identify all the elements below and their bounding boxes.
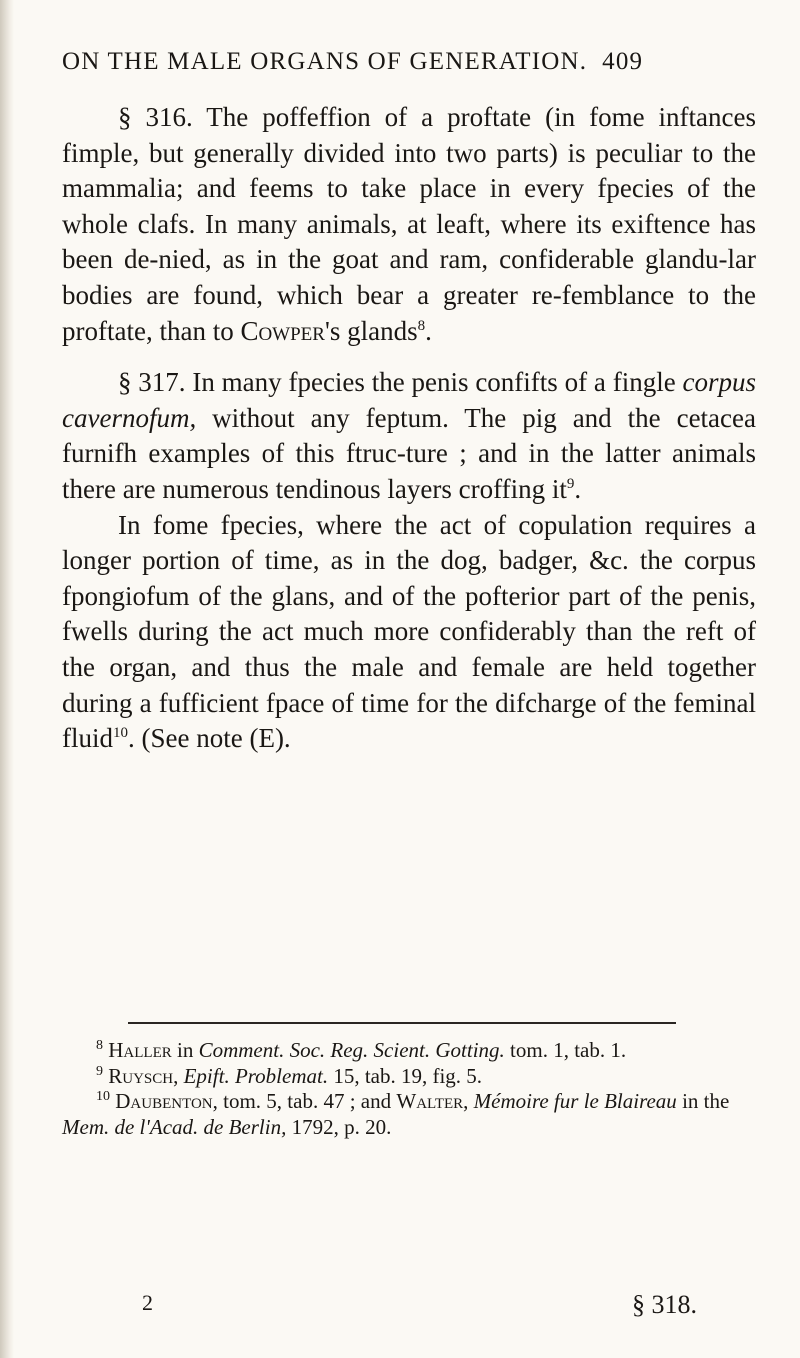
paragraph-text: .: [574, 473, 582, 504]
signature-mark: 2: [142, 1290, 153, 1315]
footnote-number: 10: [96, 1089, 110, 1104]
footnote-author: Daubenton: [115, 1089, 213, 1113]
footnote-text: tom. 1, tab. 1.: [504, 1038, 627, 1062]
footnote-text: ,: [173, 1063, 184, 1088]
body-text: [62, 100, 756, 757]
footnote-9: [62, 1064, 762, 1090]
footnotes: [62, 1038, 762, 1140]
author-name: Cowper: [240, 315, 325, 346]
paragraph-text: The poffeffion of a proftate (in fome inftances fimple, but generally divided into two parts) is peculiar to the mammalia; and feems to take place in every fpecies of the whole clafs. In many animals, at leaft, where its exiftence has been de-nied, as in the goat and ram, confiderable glandu-lar bodies are found, which bear a greater re-femblance to the proftate, than to: [62, 102, 756, 346]
paragraph-text: . (See note (E).: [128, 723, 291, 754]
footnote-rule: [128, 1022, 676, 1024]
footnote-text: , tom. 5, tab. 47 ; and: [212, 1089, 397, 1113]
footnote-author: Walter: [396, 1089, 464, 1113]
paragraph-text: In many fpecies the penis confifts of a fingle: [185, 367, 683, 398]
footnote-number: 8: [96, 1038, 103, 1053]
paragraph-text: .: [425, 315, 432, 346]
footnote-text: in: [171, 1038, 199, 1062]
running-title: MALE ORGANS OF GENERATION.: [167, 48, 588, 75]
footnote-8: [62, 1038, 762, 1064]
footnote-title: Epift. Problemat.: [183, 1063, 329, 1088]
note-ref: 9: [566, 475, 575, 492]
paragraph-text: without any feptum. The pig and the cetacea furnifh examples of this ftruc-ture ; and in the latter animals there are numerous tendinous layers croffing it: [62, 402, 756, 504]
paragraph-text: 's glands: [324, 315, 418, 346]
note-ref: 8: [417, 317, 426, 334]
paragraph-317: [62, 365, 756, 507]
footnote-title: Mémoire fur le Blaireau: [473, 1089, 677, 1113]
footnote-title: Comment. Soc. Reg. Scient. Gotting.: [198, 1038, 505, 1062]
footnote-author: Ruysch: [108, 1063, 174, 1088]
catchword: § 318.: [632, 1290, 697, 1319]
footnote-title: Mem. de l'Acad. de Berlin,: [62, 1114, 287, 1139]
latin-term: corpus cavernofum,: [62, 367, 756, 433]
running-title-prefix: ON THE: [62, 48, 168, 75]
footnote-text: in the: [676, 1089, 730, 1113]
running-head: [62, 48, 762, 76]
section-mark: § 316.: [118, 102, 193, 132]
footnote-10: [62, 1089, 762, 1140]
gutter-shadow: [0, 0, 14, 1358]
footnote-author: Haller: [108, 1038, 172, 1062]
paragraph-316: [62, 100, 756, 349]
page-number: 409: [602, 48, 644, 75]
paragraph-text: In fome fpecies, where the act of copulation requires a longer portion of time, as in the dog, badger, &c. the corpus fpongiofum of the glans, and of the pofterior part of the penis, fwells during the act much more confiderably than the reft of the organ, and thus the male and female are held together during a fufficient fpace of time for the difcharge of the feminal fluid: [62, 509, 756, 754]
footnote-text: 1792, p. 20.: [286, 1114, 392, 1139]
footnote-text: ,: [463, 1089, 474, 1113]
paragraph-copulation: [62, 508, 756, 757]
footnote-text: 15, tab. 19, fig. 5.: [328, 1063, 483, 1088]
footnote-number: 9: [96, 1063, 103, 1079]
note-ref: 10: [113, 725, 128, 742]
section-mark: § 317.: [118, 367, 186, 398]
